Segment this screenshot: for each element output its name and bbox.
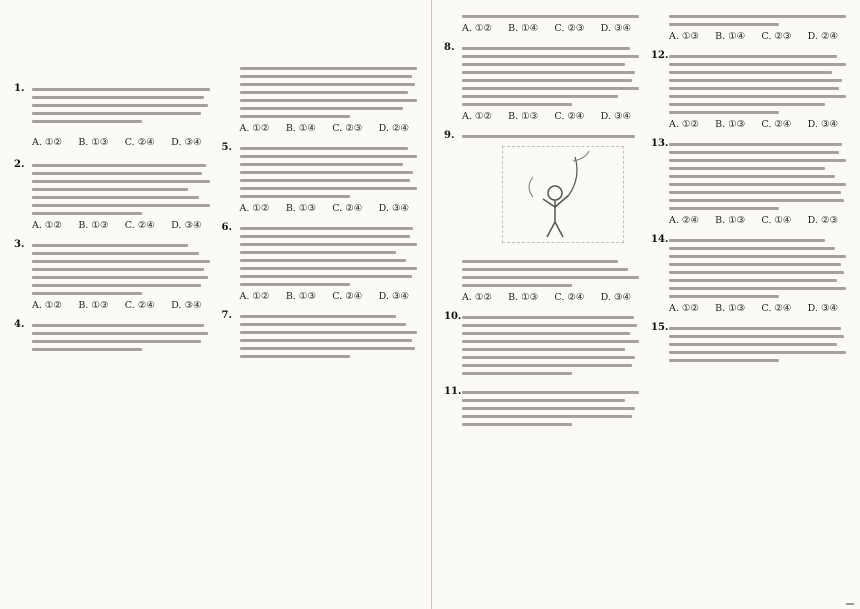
answer-option: A. ①② xyxy=(462,292,492,303)
question-text-block xyxy=(240,62,418,136)
text-line xyxy=(240,243,418,246)
answer-option: B. ①③ xyxy=(508,111,539,122)
answer-options xyxy=(462,292,639,303)
answer-option: C. ②④ xyxy=(124,300,155,311)
text-line xyxy=(462,391,639,394)
text-line xyxy=(240,107,403,110)
question-text-block xyxy=(32,159,210,233)
answer-option: A. ①② xyxy=(669,119,699,130)
text-line xyxy=(462,348,625,351)
text-line xyxy=(240,227,414,230)
answer-option: C. ②③ xyxy=(332,123,363,134)
text-line xyxy=(669,287,846,290)
question-item xyxy=(14,83,212,128)
answer-options xyxy=(669,31,846,42)
question-list xyxy=(222,62,420,363)
answer-option: B. ①④ xyxy=(285,123,316,134)
question-text-block xyxy=(240,142,418,216)
answer-option: A. ①② xyxy=(32,220,62,231)
answer-option: B. ①③ xyxy=(285,203,316,214)
text-line xyxy=(669,71,832,74)
text-line xyxy=(669,15,846,18)
text-line xyxy=(462,47,630,50)
text-line xyxy=(32,96,204,99)
text-line xyxy=(462,71,635,74)
question-item xyxy=(222,62,420,136)
text-line xyxy=(240,163,403,166)
answer-options xyxy=(669,215,846,226)
page-2-columns xyxy=(444,10,848,437)
question-text-block xyxy=(462,386,639,431)
question-item xyxy=(222,222,420,304)
answer-option: C. ②④ xyxy=(761,119,792,130)
text-line xyxy=(240,67,418,70)
text-line xyxy=(669,351,846,354)
answer-option: A. ①② xyxy=(239,291,270,302)
answer-option: D. ③④ xyxy=(171,137,202,148)
text-line xyxy=(32,120,142,123)
question-number: 6. xyxy=(221,222,232,233)
answer-option: B. ①③ xyxy=(78,137,109,148)
text-line xyxy=(669,151,839,154)
text-line xyxy=(240,323,407,326)
text-line xyxy=(669,191,841,194)
answer-option: A. ②④ xyxy=(669,215,699,226)
text-line xyxy=(669,103,825,106)
text-line xyxy=(669,175,835,178)
text-line xyxy=(32,276,208,279)
answer-option: A. ①② xyxy=(32,300,62,311)
question-item xyxy=(14,159,212,233)
answer-options xyxy=(462,111,639,122)
text-line xyxy=(462,332,630,335)
question-item xyxy=(651,10,848,44)
question-item xyxy=(651,234,848,316)
text-line xyxy=(669,247,835,250)
text-line xyxy=(240,331,418,334)
question-text-block xyxy=(669,10,846,44)
question-number: 7. xyxy=(221,310,232,321)
answer-option: C. ②④ xyxy=(332,291,363,302)
text-line xyxy=(462,95,618,98)
text-line xyxy=(240,147,409,150)
page-1-column-2 xyxy=(222,62,420,369)
question-item xyxy=(651,322,848,367)
text-line xyxy=(240,91,409,94)
text-line xyxy=(669,335,844,338)
text-line xyxy=(462,268,628,271)
text-line xyxy=(240,275,412,278)
text-line xyxy=(240,75,412,78)
text-line xyxy=(462,399,625,402)
answer-option: B. ①④ xyxy=(508,23,539,34)
answer-option: B. ①③ xyxy=(285,291,316,302)
text-line xyxy=(462,284,572,287)
question-text-block xyxy=(32,319,210,356)
answer-option: B. ①③ xyxy=(78,300,109,311)
text-line xyxy=(669,95,846,98)
answer-options xyxy=(32,137,210,148)
question-item xyxy=(651,138,848,228)
answer-option: D. ②③ xyxy=(807,215,838,226)
text-line xyxy=(462,79,632,82)
text-line xyxy=(462,356,635,359)
text-line xyxy=(669,111,779,114)
question-number: 13. xyxy=(651,138,669,149)
question-item xyxy=(444,386,641,431)
answer-option: D. ③④ xyxy=(600,292,631,303)
answer-options xyxy=(669,119,846,130)
question-text-block xyxy=(462,130,639,249)
question-number: 8. xyxy=(444,42,455,53)
text-line xyxy=(462,135,635,138)
answer-option: D. ②④ xyxy=(378,123,409,134)
answer-option: C. ②④ xyxy=(554,111,585,122)
text-line xyxy=(669,295,779,298)
text-line xyxy=(669,239,825,242)
question-number: 4. xyxy=(14,319,25,330)
text-line xyxy=(240,171,414,174)
page-1-column-1 xyxy=(14,62,212,369)
text-line xyxy=(462,15,639,18)
answer-option: B. ①④ xyxy=(715,31,746,42)
text-line xyxy=(32,244,188,247)
text-line xyxy=(669,327,841,330)
question-item xyxy=(14,134,212,153)
text-line xyxy=(669,199,844,202)
answer-option: A. ①③ xyxy=(669,31,699,42)
text-line xyxy=(240,283,350,286)
question-number: 15. xyxy=(651,322,669,333)
question-text-block xyxy=(669,322,846,367)
answer-option: A. ①② xyxy=(462,111,492,122)
text-line xyxy=(32,188,188,191)
question-number: 3. xyxy=(14,239,25,250)
question-item xyxy=(14,239,212,313)
question-text-block xyxy=(462,255,639,305)
answer-option: D. ③④ xyxy=(807,303,838,314)
question-number: 12. xyxy=(651,50,669,61)
text-line xyxy=(32,88,210,91)
question-item xyxy=(444,255,641,305)
text-line xyxy=(240,339,412,342)
text-line xyxy=(462,55,639,58)
question-number: 14. xyxy=(651,234,669,245)
text-line xyxy=(669,359,779,362)
text-line xyxy=(669,263,841,266)
question-number: 11. xyxy=(444,386,462,397)
question-text-block xyxy=(462,10,639,36)
answer-option: C. ②④ xyxy=(554,292,585,303)
text-line xyxy=(669,343,837,346)
question-text-block xyxy=(32,83,210,128)
answer-option: D. ③④ xyxy=(171,300,202,311)
text-line xyxy=(32,172,202,175)
text-line xyxy=(32,180,210,183)
question-item xyxy=(222,310,420,363)
text-line xyxy=(240,251,396,254)
text-line xyxy=(462,63,625,66)
answer-option: A. ①② xyxy=(32,137,62,148)
cartoon-illustration xyxy=(503,147,623,242)
text-line xyxy=(462,276,639,279)
question-list xyxy=(444,10,641,431)
question-text-block xyxy=(462,311,639,380)
answer-option: D. ③④ xyxy=(378,203,409,214)
answer-option: B. ①③ xyxy=(715,303,746,314)
page-2-column-2 xyxy=(651,10,848,437)
text-line xyxy=(240,115,350,118)
text-line xyxy=(669,279,837,282)
question-text-block xyxy=(669,138,846,228)
text-line xyxy=(669,55,837,58)
text-line xyxy=(240,235,410,238)
question-item xyxy=(14,319,212,356)
section-instructions xyxy=(14,62,212,77)
text-line xyxy=(462,407,635,410)
text-line xyxy=(240,259,407,262)
answer-option: A. ①② xyxy=(239,123,270,134)
answer-options xyxy=(240,123,418,134)
question-text-block xyxy=(32,134,210,150)
answer-option: C. ②④ xyxy=(332,203,363,214)
text-line xyxy=(669,207,779,210)
question-text-block xyxy=(669,234,846,316)
text-line xyxy=(462,324,637,327)
cartoon-figure xyxy=(502,146,624,243)
text-line xyxy=(462,423,572,426)
text-line xyxy=(240,195,350,198)
answer-options xyxy=(32,300,210,311)
text-line xyxy=(462,260,618,263)
text-line xyxy=(32,324,204,327)
exam-page-2 xyxy=(432,0,860,609)
answer-options xyxy=(240,203,418,214)
question-number: 2. xyxy=(14,159,25,170)
text-line xyxy=(669,271,844,274)
answer-option: D. ③④ xyxy=(171,220,202,231)
question-item xyxy=(444,10,641,36)
question-number: 10. xyxy=(444,311,462,322)
text-line xyxy=(240,267,418,270)
text-line xyxy=(240,187,418,190)
question-item xyxy=(444,130,641,249)
text-line xyxy=(669,255,846,258)
text-line xyxy=(32,348,142,351)
text-line xyxy=(32,260,210,263)
exam-title xyxy=(14,28,419,48)
question-item xyxy=(444,42,641,124)
answer-options xyxy=(240,291,418,302)
answer-option: B. ①③ xyxy=(78,220,109,231)
text-line xyxy=(462,103,572,106)
answer-option: C. ①④ xyxy=(761,215,792,226)
answer-option: B. ①③ xyxy=(508,292,539,303)
text-line xyxy=(669,167,825,170)
answer-option: C. ②④ xyxy=(124,220,155,231)
question-number: 5. xyxy=(221,142,232,153)
answer-option: D. ③④ xyxy=(378,291,409,302)
text-line xyxy=(669,23,779,26)
answer-option: B. ①③ xyxy=(715,119,746,130)
answer-option: C. ②③ xyxy=(554,23,585,34)
text-line xyxy=(462,372,572,375)
text-line xyxy=(240,355,350,358)
answer-option: D. ②④ xyxy=(807,31,838,42)
text-line xyxy=(462,316,634,319)
text-line xyxy=(32,104,208,107)
question-text-block xyxy=(462,42,639,124)
answer-option: B. ①③ xyxy=(715,215,746,226)
text-line xyxy=(669,79,842,82)
text-line xyxy=(240,179,410,182)
answer-option: A. ①② xyxy=(239,203,270,214)
text-line xyxy=(32,332,208,335)
answer-option: A. ①② xyxy=(669,303,699,314)
question-item xyxy=(222,142,420,216)
question-text-block xyxy=(32,239,210,313)
question-item xyxy=(651,50,848,132)
question-text-block xyxy=(669,50,846,132)
text-line xyxy=(240,83,416,86)
answer-option: C. ②④ xyxy=(124,137,155,148)
corner-badge xyxy=(846,603,854,605)
answer-option: D. ③④ xyxy=(807,119,838,130)
text-line xyxy=(32,164,206,167)
text-line xyxy=(32,196,199,199)
page-1-columns xyxy=(14,62,419,369)
text-line xyxy=(669,143,842,146)
text-line xyxy=(240,315,396,318)
question-list xyxy=(651,10,848,367)
text-line xyxy=(462,340,639,343)
question-list xyxy=(14,83,212,356)
text-line xyxy=(32,340,201,343)
answer-option: C. ②④ xyxy=(761,303,792,314)
text-line xyxy=(240,155,418,158)
answer-option: A. ①② xyxy=(462,23,492,34)
text-line xyxy=(32,268,204,271)
question-item xyxy=(444,311,641,380)
question-number: 9. xyxy=(444,130,455,141)
answer-options xyxy=(32,220,210,231)
text-line xyxy=(32,212,142,215)
answer-options xyxy=(669,303,846,314)
page-2-column-1 xyxy=(444,10,641,437)
text-line xyxy=(32,252,199,255)
text-line xyxy=(240,99,418,102)
text-line xyxy=(669,87,839,90)
question-text-block xyxy=(240,310,418,363)
text-line xyxy=(32,292,142,295)
answer-options xyxy=(462,23,639,34)
question-number: 1. xyxy=(14,83,25,94)
text-line xyxy=(669,63,846,66)
answer-option: D. ③④ xyxy=(600,111,631,122)
text-line xyxy=(462,87,639,90)
answer-option: C. ②③ xyxy=(761,31,792,42)
text-line xyxy=(669,159,846,162)
text-line xyxy=(462,364,632,367)
answer-option: D. ③④ xyxy=(600,23,631,34)
text-line xyxy=(32,112,201,115)
text-line xyxy=(32,204,210,207)
text-line xyxy=(669,183,846,186)
text-line xyxy=(240,347,416,350)
question-text-block xyxy=(240,222,418,304)
text-line xyxy=(462,415,632,418)
text-line xyxy=(32,284,201,287)
